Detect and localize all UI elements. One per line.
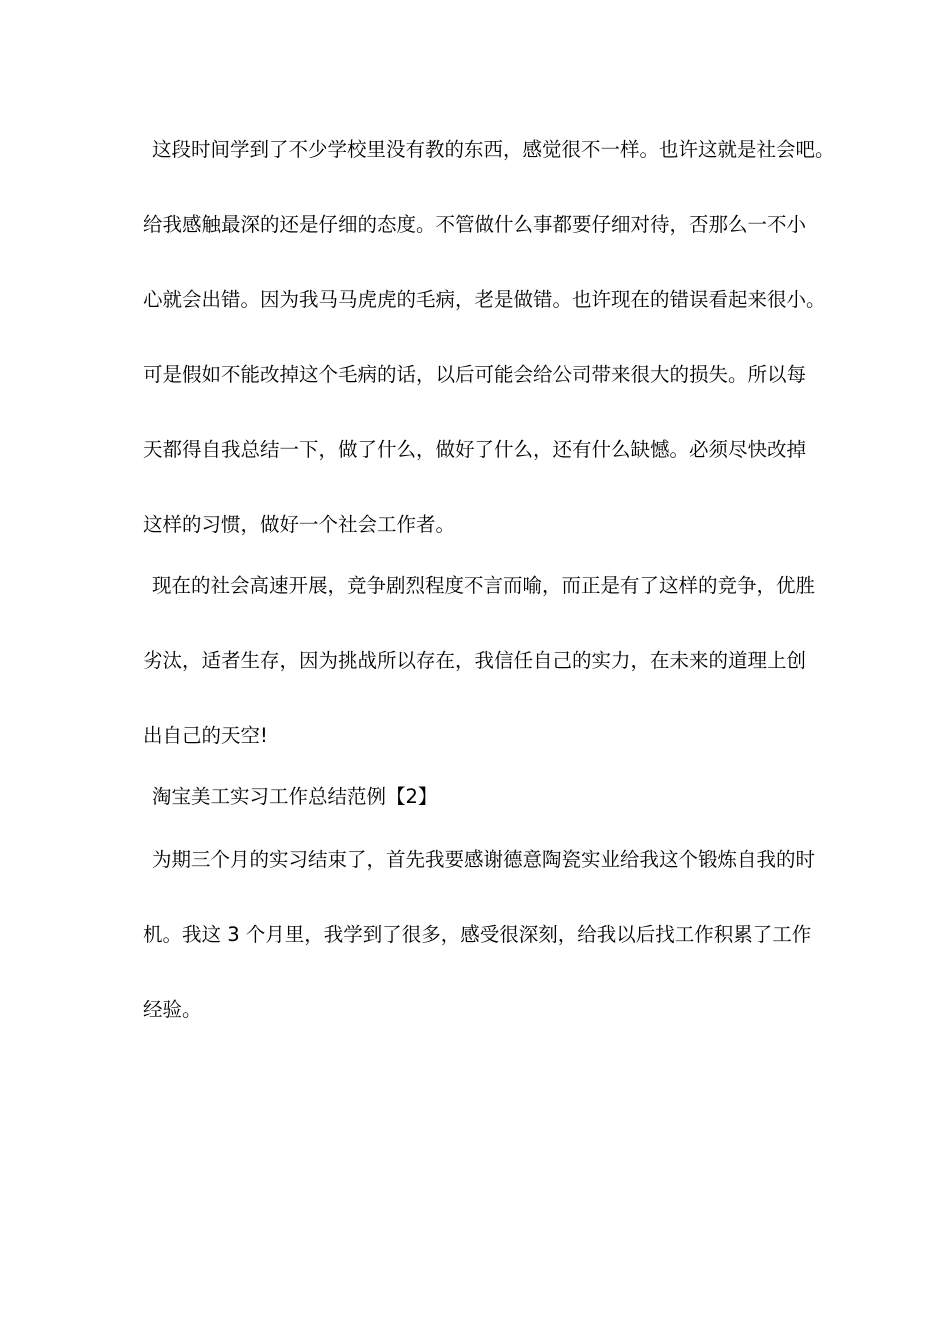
paragraph-line: 给我感触最深的还是仔细的态度。不管做什么事都要仔细对待，否那么一不小 — [143, 213, 807, 236]
paragraph-line: 机。我这 3 个月里，我学到了很多，感受很深刻，给我以后找工作积累了工作 — [143, 923, 812, 946]
paragraph-line: 现在的社会高速开展，竞争剧烈程度不言而喻，而正是有了这样的竞争，优胜 — [152, 574, 816, 597]
paragraph-line: 心就会出错。因为我马马虎虎的毛病，老是做错。也许现在的错误看起来很小。 — [143, 288, 826, 311]
paragraph-line: 为期三个月的实习结束了，首先我要感谢德意陶瓷实业给我这个锻炼自我的时 — [152, 848, 816, 871]
paragraph-line: 出自己的天空! — [143, 724, 268, 747]
paragraph-line: 劣汰，适者生存，因为挑战所以存在，我信任自己的实力，在未来的道理上创 — [143, 649, 807, 672]
paragraph-line: 经验。 — [143, 998, 202, 1021]
paragraph-line: 可是假如不能改掉这个毛病的话，以后可能会给公司带来很大的损失。所以每 — [143, 363, 807, 386]
paragraph-line: 天都得自我总结一下，做了什么，做好了什么，还有什么缺憾。必须尽快改掉 — [143, 438, 807, 461]
section-heading: 淘宝美工实习工作总结范例【2】 — [152, 785, 438, 808]
paragraph-line: 这段时间学到了不少学校里没有教的东西，感觉很不一样。也许这就是社会吧。 — [152, 138, 835, 161]
paragraph-line: 这样的习惯，做好一个社会工作者。 — [143, 513, 456, 536]
